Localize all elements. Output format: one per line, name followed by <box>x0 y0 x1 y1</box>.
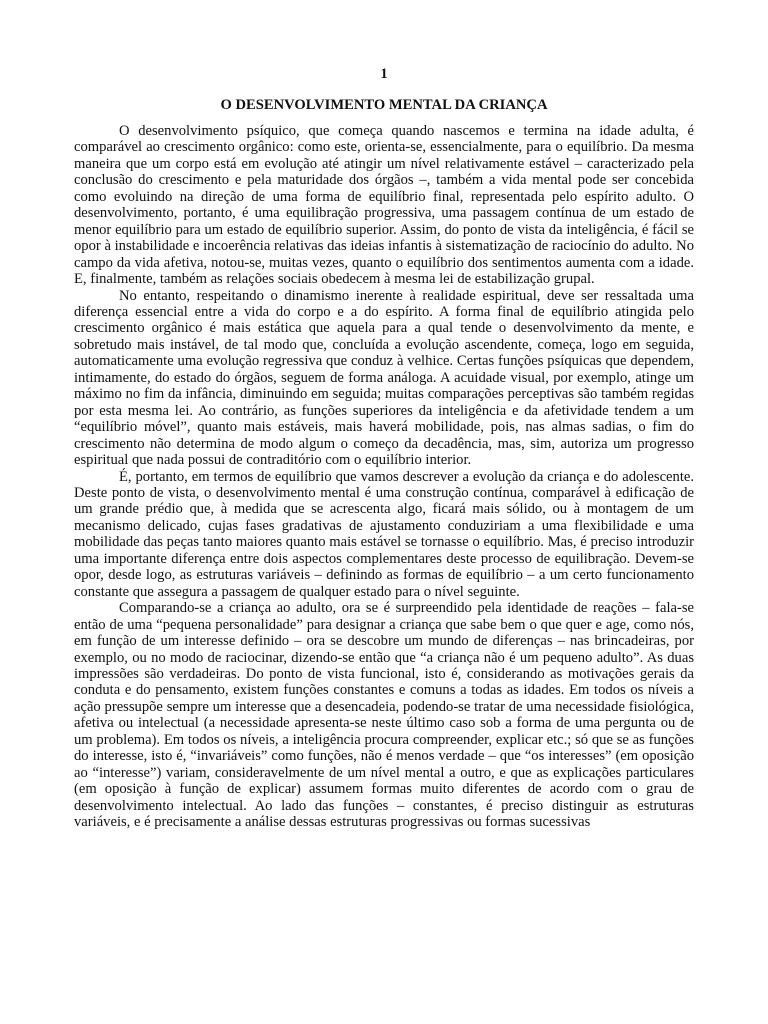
paragraph-4: Comparando-se a criança ao adulto, ora se é surpreendido pela identidade de reações – fala-se então de uma “pequena personalidade” para designar a criança que sabe bem o que quer e age, como nós, em função de um interesse definido – ora se descobre um mundo de diferenças – nas brincadeiras, por exemplo, ou no modo de raciocinar, dizendo-se então que “a criança não é um pequeno adulto”. As duas impressões são verdadeiras. Do ponto de vista funcional, isto é, considerando as motivações gerais da conduta e do pensamento, existem funções constantes e comuns a todas as idades. Em todos os níveis a ação pressupõe sempre um interesse que a desencadeia, podendo-se tratar de uma necessidade fisiológica, afetiva ou intelectual (a necessidade apresenta-se neste último caso sob a forma de uma pergunta ou de um problema). Em todos os níveis, a inteligência procura compreender, explicar etc.; só que se as funções do interesse, isto é, “invariáveis” como funções, não é menos verdade – que “os interesses” (em oposição ao “interesse”) variam, consideravelmente de um nível mental a outro, e que as explicações particulares (em oposição à função de explicar) assumem formas muito diferentes de acordo com o grau de desenvolvimento intelectual. Ao lado das funções – constantes, é preciso distinguir as estruturas variáveis, e é precisamente a análise dessas estruturas progressivas ou formas sucessivas <box>74 600 694 831</box>
chapter-title: O DESENVOLVIMENTO MENTAL DA CRIANÇA <box>220 97 548 113</box>
paragraph-1: O desenvolvimento psíquico, que começa quando nascemos e termina na idade adulta, é comparável ao crescimento orgânico: como este, orienta-se, essencialmente, para o equilíbrio. Da mesma maneira que um corpo está em evolução até atingir um nível relativamente estável – caracterizado pela conclusão do crescimento e pela maturidade dos órgãos –, também a vida mental pode ser concebida como evoluindo na direção de uma forma de equilíbrio final, representada pelo espírito adulto. O desenvolvimento, portanto, é uma equilibração progressiva, uma passagem contínua de um estado de menor equilíbrio para um estado de equilíbrio superior. Assim, do ponto de vista da inteligência, é fácil se opor à instabilidade e incoerência relativas das ideias infantis à sistematização de raciocínio do adulto. No campo da vida afetiva, notou-se, muitas vezes, quanto o equilíbrio dos sentimentos aumenta com a idade. E, finalmente, também as relações sociais obedecem à mesma lei de estabilização grupal. <box>74 123 694 288</box>
page-number: 1 <box>380 66 388 82</box>
paragraph-3: É, portanto, em termos de equilíbrio que vamos descrever a evolução da criança e do adolescente. Deste ponto de vista, o desenvolvimento mental é uma construção contínua, comparável à edificação de um grande prédio que, à medida que se acrescenta algo, ficará mais sólido, ou à montagem de um mecanismo delicado, cujas fases gradativas de ajustamento conduziriam a uma flexibilidade e uma mobilidade das peças tanto maiores quanto mais estável se tornasse o equilíbrio. Mas, é preciso introduzir uma importante diferença entre dois aspectos complementares deste processo de equilibração. Devem-se opor, desde logo, as estruturas variáveis – definindo as formas de equilíbrio – a um certo funcionamento constante que assegura a passagem de qualquer estado para o nível seguinte. <box>74 468 694 600</box>
document-page <box>74 66 694 830</box>
paragraph-2: No entanto, respeitando o dinamismo inerente à realidade espiritual, deve ser ressaltada uma diferença essencial entre a vida do corpo e a do espírito. A forma final de equilíbrio atingida pelo crescimento orgânico é mais estática que aquela para a qual tende o desenvolvimento da mente, e sobretudo mais instável, de tal modo que, concluída a evolução ascendente, começa, logo em seguida, automaticamente uma evolução regressiva que conduz à velhice. Certas funções psíquicas que dependem, intimamente, do estado do órgãos, seguem de forma análoga. A acuidade visual, por exemplo, atinge um máximo no fim da infância, diminuindo em seguida; muitas comparações perceptivas são também regidas por esta mesma lei. Ao contrário, as funções superiores da inteligência e da afetividade tendem a um “equilíbrio móvel”, quanto mais estáveis, mais haverá mobilidade, pois, nas almas sadias, o fim do crescimento não determina de modo algum o começo da decadência, mas, sim, autoriza um progresso espiritual que nada possui de contraditório com o equilíbrio interior. <box>74 287 694 469</box>
